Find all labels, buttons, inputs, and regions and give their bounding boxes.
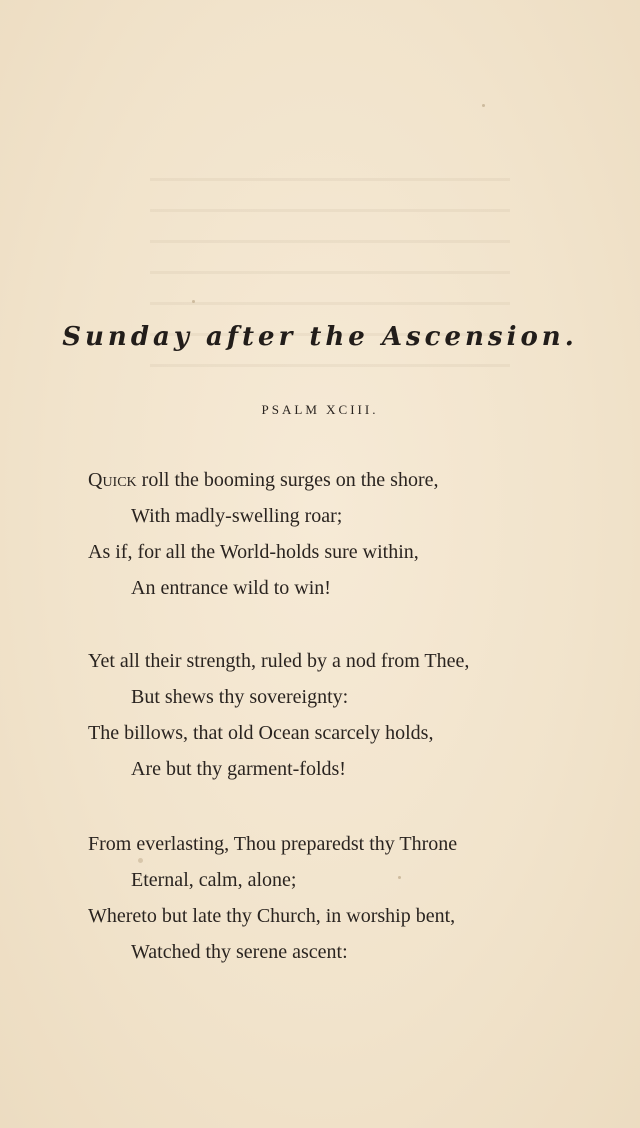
poem-line: Quick roll the booming surges on the shore, (88, 469, 439, 491)
stanza-1 (88, 462, 558, 606)
initial-word: Quick (88, 469, 137, 491)
poem-line: An entrance wild to win! (131, 577, 331, 599)
paper-speck (398, 876, 401, 879)
paper-speck (192, 300, 195, 303)
poem-line: Whereto but late thy Church, in worship bent, (88, 905, 456, 927)
poem-line: The billows, that old Ocean scarcely holds, (88, 722, 434, 744)
poem-line: Eternal, calm, alone; (131, 869, 297, 891)
poem-line: But shews thy sovereignty: (131, 686, 349, 708)
poem-line: Are but thy garment-folds! (131, 758, 346, 780)
stanza-2 (88, 643, 558, 787)
stanza-3 (88, 826, 558, 970)
paper-speck (482, 104, 485, 107)
poem-line: Watched thy serene ascent: (131, 941, 348, 963)
psalm-heading: PSALM XCIII. (261, 402, 379, 417)
poem-line: Yet all their strength, ruled by a nod from Thee, (88, 650, 470, 672)
poem-line: From everlasting, Thou preparedst thy Throne (88, 833, 458, 855)
poem-line: With madly-swelling roar; (131, 505, 343, 527)
page-title: Sunday after the Ascension. (62, 322, 578, 352)
paper-speck (138, 858, 143, 863)
poem-line: As if, for all the World-holds sure within, (88, 541, 419, 563)
